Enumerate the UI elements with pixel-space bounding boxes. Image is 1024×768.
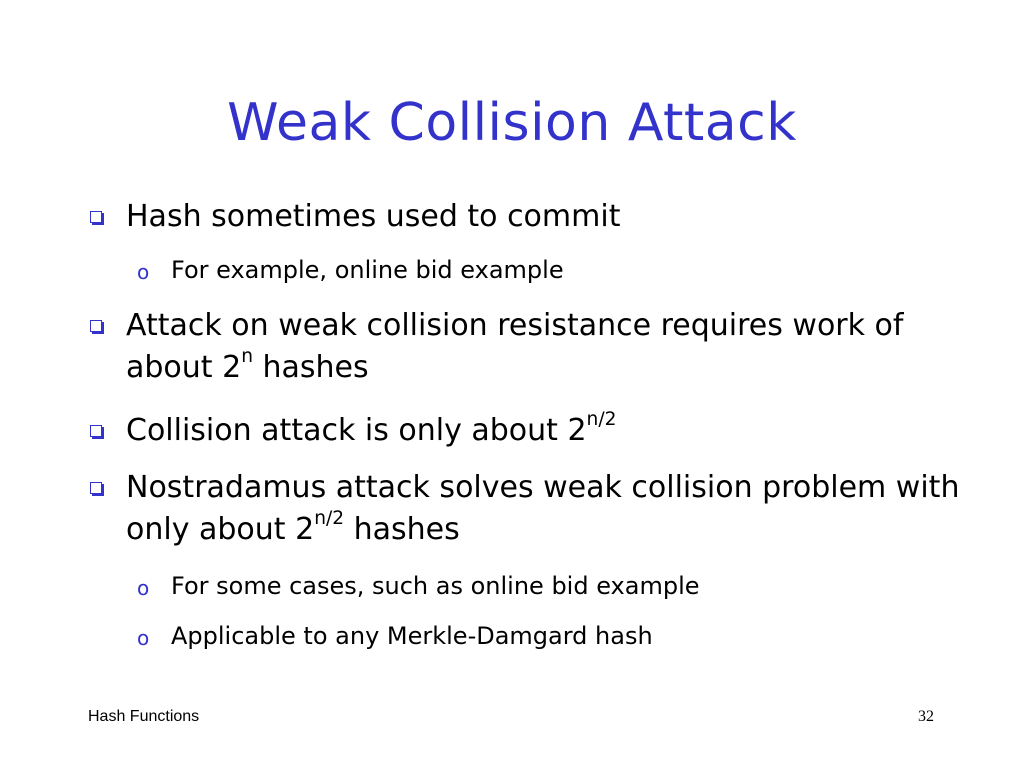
bullet-text: [126, 305, 970, 389]
bullet-text: Hash sometimes used to commit: [126, 199, 621, 234]
bullet-item: [90, 410, 970, 452]
sub-bullet-item: [137, 569, 997, 603]
footer-label: Hash Functions: [88, 708, 200, 725]
sub-bullet-text: For example, online bid example: [171, 256, 564, 284]
bullet-text: [126, 467, 970, 551]
exponent: n: [241, 346, 253, 368]
square-bullet-icon: [90, 211, 102, 223]
exponent: n/2: [586, 409, 617, 431]
bullet-item: [90, 305, 970, 389]
square-bullet-icon: [90, 425, 102, 437]
page-number: 32: [918, 708, 934, 725]
bullet-item: [90, 467, 970, 551]
sub-bullet-text: For some cases, such as online bid example: [171, 572, 700, 600]
exponent: n/2: [314, 508, 345, 530]
slide-title: Weak Collision Attack: [227, 93, 797, 153]
circle-bullet-icon: o: [137, 576, 150, 600]
bullet-text: [126, 410, 970, 452]
sub-bullet-text: Applicable to any Merkle-Damgard hash: [171, 622, 653, 650]
bullet-item: [90, 196, 970, 238]
sub-bullet-item: [137, 619, 997, 653]
sub-bullet-item: [137, 253, 997, 287]
bullet-text-tail: hashes: [344, 512, 460, 547]
circle-bullet-icon: o: [137, 260, 150, 284]
square-bullet-icon: [90, 482, 102, 494]
bullet-text-main: Collision attack is only about 2: [126, 413, 587, 448]
circle-bullet-icon: o: [137, 626, 150, 650]
bullet-text-tail: hashes: [252, 350, 369, 385]
bullet-text-main: Attack on weak collision resistance requires work of about 2: [126, 308, 904, 385]
square-bullet-icon: [90, 320, 102, 332]
bullet-text-main: Nostradamus attack solves weak collision problem with only about 2: [126, 470, 960, 547]
